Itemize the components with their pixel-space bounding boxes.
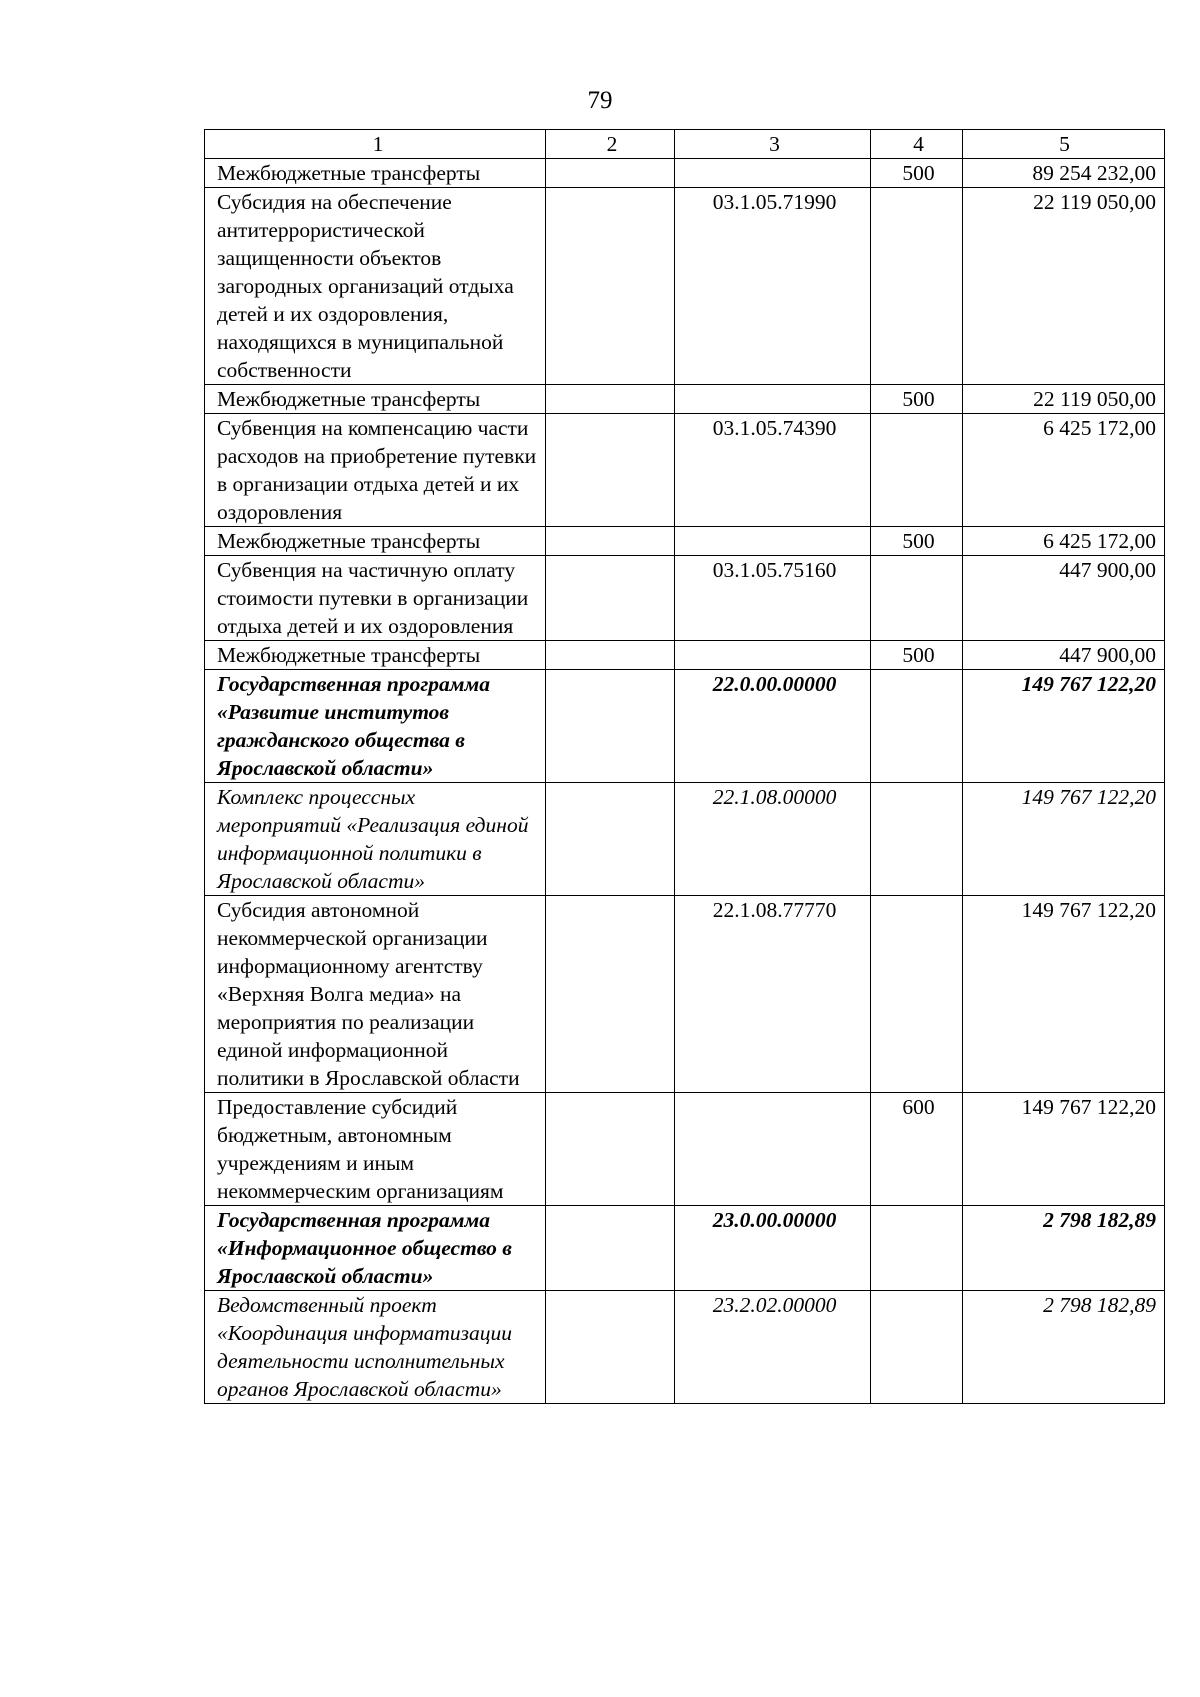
row-code-cell: 03.1.05.74390	[675, 414, 871, 527]
row-amount-cell: 22 119 050,00	[963, 385, 1165, 414]
row-col2-cell	[546, 385, 675, 414]
row-name-cell: Субвенция на компенсацию части расходов на приобретение путевки в организации отдыха детей и их оздоровления	[205, 414, 546, 527]
row-code-cell	[675, 385, 871, 414]
row-amount-cell: 447 900,00	[963, 556, 1165, 641]
column-header-5: 5	[963, 130, 1165, 159]
row-col2-cell	[546, 527, 675, 556]
column-header-1: 1	[205, 130, 546, 159]
row-type-code-cell: 500	[871, 527, 963, 556]
row-amount-cell: 149 767 122,20	[963, 1093, 1165, 1206]
table-row	[205, 385, 1165, 414]
row-type-code-cell	[871, 414, 963, 527]
row-col2-cell	[546, 556, 675, 641]
table-row	[205, 527, 1165, 556]
row-code-cell: 22.1.08.77770	[675, 896, 871, 1093]
table-row	[205, 556, 1165, 641]
row-amount-cell: 149 767 122,20	[963, 896, 1165, 1093]
row-code-cell: 23.2.02.00000	[675, 1291, 871, 1404]
row-type-code-cell: 600	[871, 1093, 963, 1206]
row-code-cell: 03.1.05.75160	[675, 556, 871, 641]
row-name-cell: Комплекс процессных мероприятий «Реализация единой информационной политики в Ярославской области»	[205, 783, 546, 896]
row-col2-cell	[546, 896, 675, 1093]
row-code-cell: 23.0.00.00000	[675, 1206, 871, 1291]
row-name-cell: Субсидия на обеспечение антитеррористической защищенности объектов загородных организаций отдыха детей и их оздоровления, находящихся в муниципальной собственности	[205, 188, 546, 385]
row-name-cell: Межбюджетные трансферты	[205, 527, 546, 556]
row-amount-cell: 6 425 172,00	[963, 414, 1165, 527]
table-row	[205, 1093, 1165, 1206]
row-col2-cell	[546, 641, 675, 670]
table-row	[205, 641, 1165, 670]
table-row	[205, 783, 1165, 896]
row-code-cell	[675, 159, 871, 188]
row-col2-cell	[546, 188, 675, 385]
column-header-3: 3	[675, 130, 871, 159]
column-header-2: 2	[546, 130, 675, 159]
table-row	[205, 1291, 1165, 1404]
row-name-cell: Субсидия автономной некоммерческой организации информационному агентству «Верхняя Волга медиа» на мероприятия по реализации единой информационной политики в Ярославской области	[205, 896, 546, 1093]
row-name-cell: Межбюджетные трансферты	[205, 159, 546, 188]
row-type-code-cell: 500	[871, 159, 963, 188]
row-amount-cell: 89 254 232,00	[963, 159, 1165, 188]
budget-table	[204, 129, 1165, 1404]
row-type-code-cell	[871, 783, 963, 896]
row-name-cell: Предоставление субсидий бюджетным, автономным учреждениям и иным некоммерческим организациям	[205, 1093, 546, 1206]
row-amount-cell: 447 900,00	[963, 641, 1165, 670]
row-code-cell: 03.1.05.71990	[675, 188, 871, 385]
row-col2-cell	[546, 1206, 675, 1291]
row-type-code-cell: 500	[871, 641, 963, 670]
row-type-code-cell	[871, 896, 963, 1093]
row-code-cell	[675, 641, 871, 670]
table-row	[205, 1206, 1165, 1291]
row-name-cell: Субвенция на частичную оплату стоимости путевки в организации отдыха детей и их оздоровления	[205, 556, 546, 641]
row-code-cell	[675, 1093, 871, 1206]
row-type-code-cell: 500	[871, 385, 963, 414]
row-type-code-cell	[871, 188, 963, 385]
table-row	[205, 670, 1165, 783]
row-code-cell	[675, 527, 871, 556]
table-header-row	[205, 130, 1165, 159]
table-row	[205, 188, 1165, 385]
row-col2-cell	[546, 670, 675, 783]
row-name-cell: Государственная программа «Информационное общество в Ярославской области»	[205, 1206, 546, 1291]
row-col2-cell	[546, 159, 675, 188]
row-col2-cell	[546, 1093, 675, 1206]
row-name-cell: Межбюджетные трансферты	[205, 641, 546, 670]
row-type-code-cell	[871, 670, 963, 783]
row-amount-cell: 6 425 172,00	[963, 527, 1165, 556]
row-type-code-cell	[871, 1291, 963, 1404]
page-number: 79	[587, 87, 613, 114]
row-code-cell: 22.0.00.00000	[675, 670, 871, 783]
row-col2-cell	[546, 414, 675, 527]
row-amount-cell: 2 798 182,89	[963, 1291, 1165, 1404]
row-name-cell: Межбюджетные трансферты	[205, 385, 546, 414]
row-type-code-cell	[871, 556, 963, 641]
row-col2-cell	[546, 1291, 675, 1404]
row-amount-cell: 2 798 182,89	[963, 1206, 1165, 1291]
table-row	[205, 896, 1165, 1093]
table-row	[205, 159, 1165, 188]
row-amount-cell: 149 767 122,20	[963, 670, 1165, 783]
row-type-code-cell	[871, 1206, 963, 1291]
column-header-4: 4	[871, 130, 963, 159]
table-row	[205, 414, 1165, 527]
row-col2-cell	[546, 783, 675, 896]
row-name-cell: Государственная программа «Развитие институтов гражданского общества в Ярославской области»	[205, 670, 546, 783]
row-name-cell: Ведомственный проект «Координация информатизации деятельности исполнительных органов Ярославской области»	[205, 1291, 546, 1404]
row-amount-cell: 149 767 122,20	[963, 783, 1165, 896]
row-amount-cell: 22 119 050,00	[963, 188, 1165, 385]
row-code-cell: 22.1.08.00000	[675, 783, 871, 896]
